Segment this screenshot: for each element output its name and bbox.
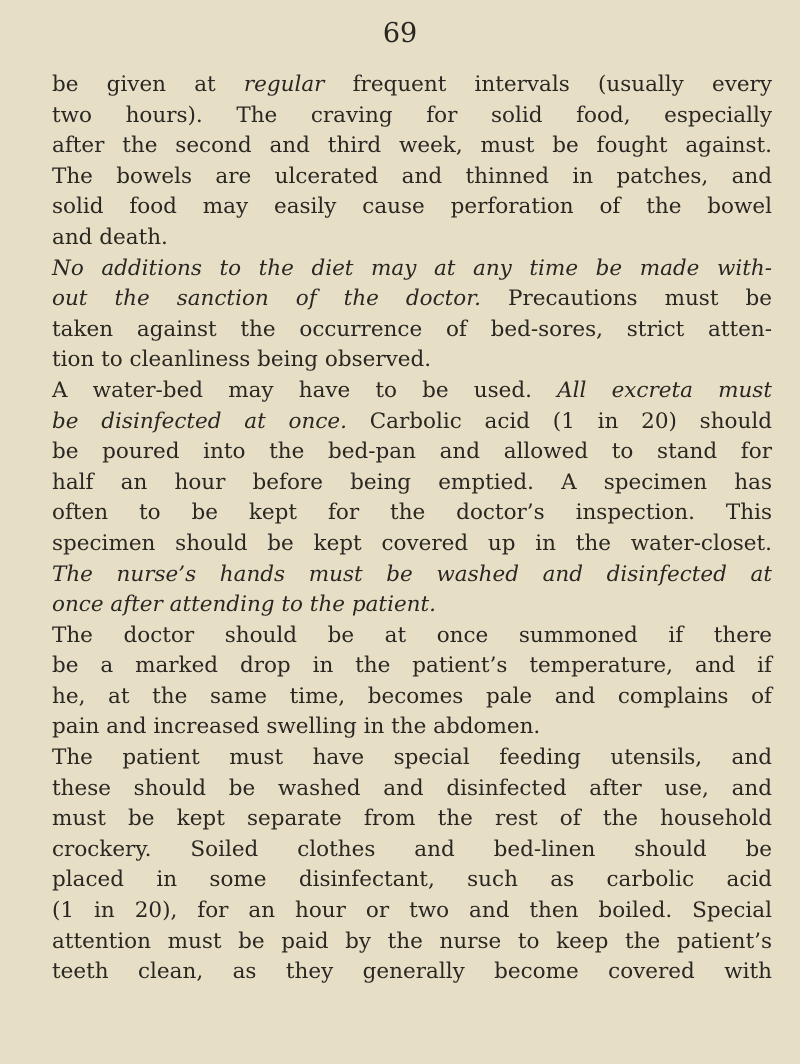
text-segment: crockery. Soiled clothes and bed-linen should be (52, 836, 772, 862)
text-segment: be given at (52, 72, 244, 97)
text-line (52, 254, 772, 285)
text-line (52, 804, 772, 835)
italic-text: All excreta must (557, 377, 772, 403)
italic-text: regular (243, 72, 325, 97)
text-line (52, 101, 772, 132)
text-line (52, 315, 772, 346)
italic-text: No additions to the diet may at any time be made with- (52, 255, 772, 281)
text-line (52, 70, 772, 101)
text-line (52, 376, 772, 407)
text-segment: he, at the same time, becomes pale and complains of (52, 683, 772, 709)
text-segment: be poured into the bed-pan and allowed to stand for (52, 439, 772, 465)
text-segment: tion to cleanliness being observed. (52, 347, 432, 373)
text-line (52, 192, 772, 223)
text-segment: must be kept separate from the rest of the household (52, 806, 772, 832)
text-segment: frequent intervals (usually every (324, 72, 772, 97)
text-line (52, 345, 772, 376)
text-segment: these should be washed and disinfected after use, and (52, 775, 772, 801)
text-line (52, 284, 772, 315)
text-segment: A water-bed may have to be used. (52, 377, 558, 403)
text-segment: often to be kept for the doctor’s inspection. This (52, 500, 772, 526)
text-segment: The bowels are ulcerated and thinned in patches, and (52, 163, 772, 189)
text-segment: The patient must have special feeding utensils, and (52, 745, 772, 771)
text-line (52, 774, 772, 805)
text-line (52, 712, 772, 743)
body-text (52, 70, 772, 988)
text-segment: half an hour before being emptied. A specimen has (52, 469, 772, 495)
text-line (52, 498, 772, 529)
text-segment: after the second and third week, must be fought against. (52, 133, 772, 159)
text-segment: be a marked drop in the patient’s temperature, and if (52, 653, 772, 679)
text-segment: Carbolic acid (1 in 20) should (346, 408, 772, 434)
italic-text: The nurse’s hands must be washed and disinfected at (52, 561, 772, 587)
text-line (52, 162, 772, 193)
italic-text: be disinfected at once. (52, 408, 347, 434)
text-line (52, 927, 772, 958)
text-line (52, 743, 772, 774)
text-segment: Precautions must be (481, 286, 772, 312)
text-line (52, 957, 772, 988)
text-segment: two hours). The craving for solid food, especially (52, 102, 772, 128)
page-number: 69 (382, 18, 418, 49)
italic-text: once after attending to the patient. (52, 592, 436, 618)
text-line (52, 590, 772, 621)
text-line (52, 407, 772, 438)
text-line (52, 896, 772, 927)
text-line (52, 131, 772, 162)
italic-text: out the sanction of the doctor. (52, 286, 482, 312)
text-line (52, 560, 772, 591)
text-line (52, 529, 772, 560)
text-line (52, 621, 772, 652)
text-segment: teeth clean, as they generally become covered with (52, 959, 772, 985)
text-line (52, 437, 772, 468)
text-line (52, 865, 772, 896)
text-segment: and death. (52, 224, 168, 250)
text-segment: placed in some disinfectant, such as carbolic acid (52, 867, 772, 893)
text-segment: (1 in 20), for an hour or two and then boiled. Special (52, 898, 772, 924)
text-line (52, 468, 772, 499)
text-segment: pain and increased swelling in the abdomen. (52, 714, 541, 740)
text-line (52, 682, 772, 713)
text-segment: specimen should be kept covered up in the water-closet. (52, 530, 772, 556)
text-segment: taken against the occurrence of bed-sores, strict atten- (52, 316, 772, 342)
text-segment: The doctor should be at once summoned if there (52, 622, 772, 648)
text-line (52, 223, 772, 254)
text-segment: solid food may easily cause perforation of the bowel (52, 194, 772, 220)
text-line (52, 835, 772, 866)
text-segment: attention must be paid by the nurse to keep the patient’s (52, 928, 772, 954)
text-line (52, 651, 772, 682)
